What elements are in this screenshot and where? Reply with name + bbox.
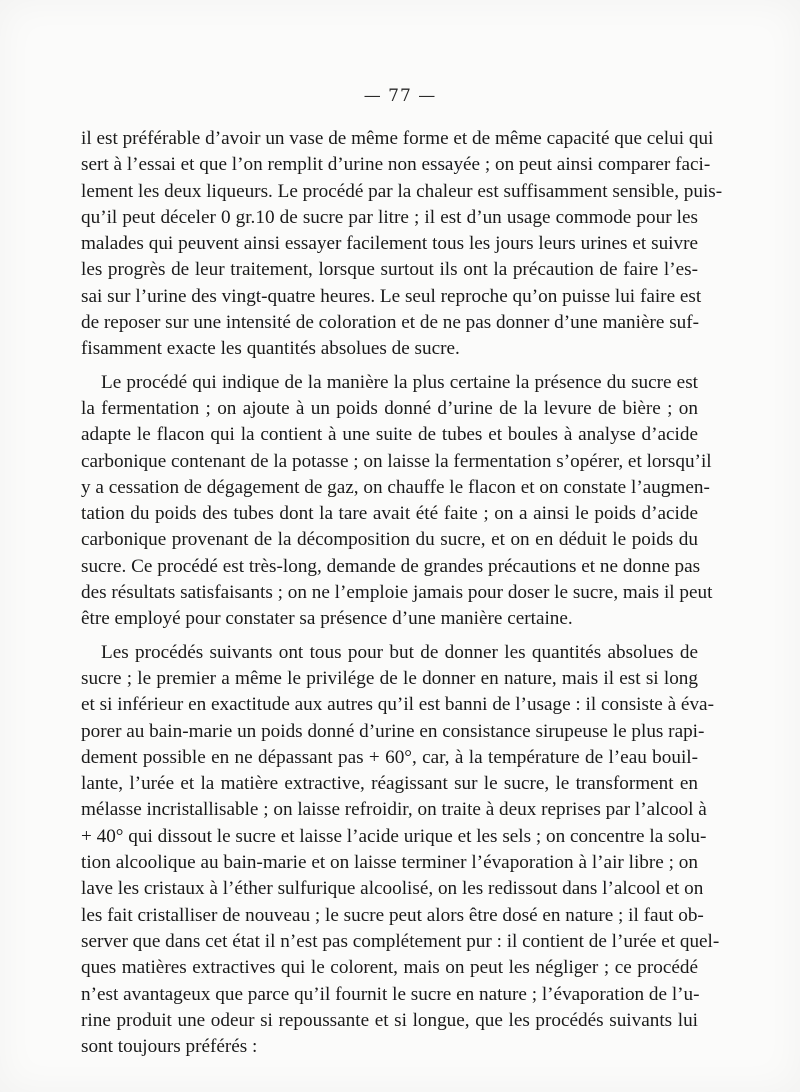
text-line: sont toujours préférés :: [81, 1036, 258, 1058]
text-line: sucre. Ce procédé est très-long, demande de grandes précautions et ne donne pas: [81, 555, 701, 577]
text-line: adapte le flacon qui la contient à une suite de tubes et boules à analyse d’acide: [81, 424, 698, 446]
text-line: les fait cristalliser de nouveau ; le sucre peut alors être dosé en nature ; il faut ob-: [81, 904, 704, 926]
text-line: des résultats satisfaisants ; on ne l’emploie jamais pour doser le sucre, mais il peut: [81, 582, 713, 604]
paragraph-3: [81, 640, 720, 1061]
text-line: lante, l’urée et la matière extractive, réagissant sur le sucre, le transforment en: [81, 773, 698, 795]
text-line: sai sur l’urine des vingt-quatre heures. Le seul reproche qu’on puisse lui faire est: [81, 285, 702, 307]
text-line: qu’il peut déceler 0 gr.10 de sucre par litre ; il est d’un usage commode pour les: [81, 206, 698, 228]
text-line: lement les deux liqueurs. Le procédé par la chaleur est suffisamment sensible, puis-: [81, 180, 723, 202]
text-line: être employé pour constater sa présence d’une manière certaine.: [81, 608, 573, 630]
text-line: carbonique provenant de la décomposition du sucre, et on en déduit le poids du: [81, 529, 698, 551]
text-line: n’est avantageux que parce qu’il fournit le sucre en nature ; l’évaporation de l’u-: [81, 983, 700, 1005]
paragraph-1: [81, 126, 723, 363]
text-line: sucre ; le premier a même le privilége de le donner en nature, mais il est si long: [81, 667, 698, 689]
text-line: + 40° qui dissout le sucre et laisse l’acide urique et les sels ; on concentre la solu-: [81, 825, 707, 847]
text-line: et si inférieur en exactitude aux autres qu’il est banni de l’usage : il consiste à éva-: [81, 694, 714, 716]
text-line: sert à l’essai et que l’on remplit d’urine non essayée ; on peut ainsi comparer faci-: [81, 154, 711, 176]
body-text: [81, 126, 723, 1060]
text-line: malades qui peuvent ainsi essayer facilement tous les jours leurs urines et suivre: [81, 233, 698, 255]
text-line: tion alcoolique au bain-marie et on laisse terminer l’évaporation à l’air libre ; on: [81, 852, 698, 874]
text-line: les progrès de leur traitement, lorsque surtout ils ont la précaution de faire l’es-: [81, 259, 698, 281]
text-line: tation du poids des tubes dont la tare avait été faite ; on a ainsi le poids d’acide: [81, 503, 698, 525]
text-line: de reposer sur une intensité de coloration et de ne pas donner d’une manière suf-: [81, 312, 700, 334]
text-line: server que dans cet état il n’est pas complétement pur : il contient de l’urée et quel-: [81, 930, 720, 952]
text-line: Les procédés suivants ont tous pour but de donner les quantités absolues de: [101, 641, 698, 663]
text-line: Le procédé qui indique de la manière la plus certaine la présence du sucre est: [101, 371, 698, 393]
paragraph-2: [81, 370, 713, 633]
text-line: y a cessation de dégagement de gaz, on chauffe le flacon et on constate l’augmen-: [81, 476, 710, 498]
text-line: ques matières extractives qui le colorent, mais on peut les négliger ; ce procédé: [81, 957, 698, 979]
text-line: carbonique contenant de la potasse ; on laisse la fermentation s’opérer, et lorsqu’il: [81, 450, 712, 472]
page-number: — 77 —: [363, 86, 437, 106]
text-line: mélasse incristallisable ; on laisse refroidir, on traite à deux reprises par l’alcool à: [81, 799, 707, 821]
text-line: rine produit une odeur si repoussante et si longue, que les procédés suivants lui: [81, 1009, 698, 1031]
text-line: lave les cristaux à l’éther sulfurique alcoolisé, on les redissout dans l’alcool et on: [81, 878, 704, 900]
text-line: dement possible en ne dépassant pas + 60°, car, à la température de l’eau bouil-: [81, 746, 698, 768]
text-line: fisamment exacte les quantités absolues de sucre.: [81, 338, 460, 360]
text-line: il est préférable d’avoir un vase de même forme et de même capacité que celui qui: [81, 128, 714, 149]
text-line: porer au bain-marie un poids donné d’urine en consistance sirupeuse le plus rapi-: [81, 720, 705, 742]
text-line: la fermentation ; on ajoute à un poids donné d’urine de la levure de bière ; on: [81, 397, 698, 419]
